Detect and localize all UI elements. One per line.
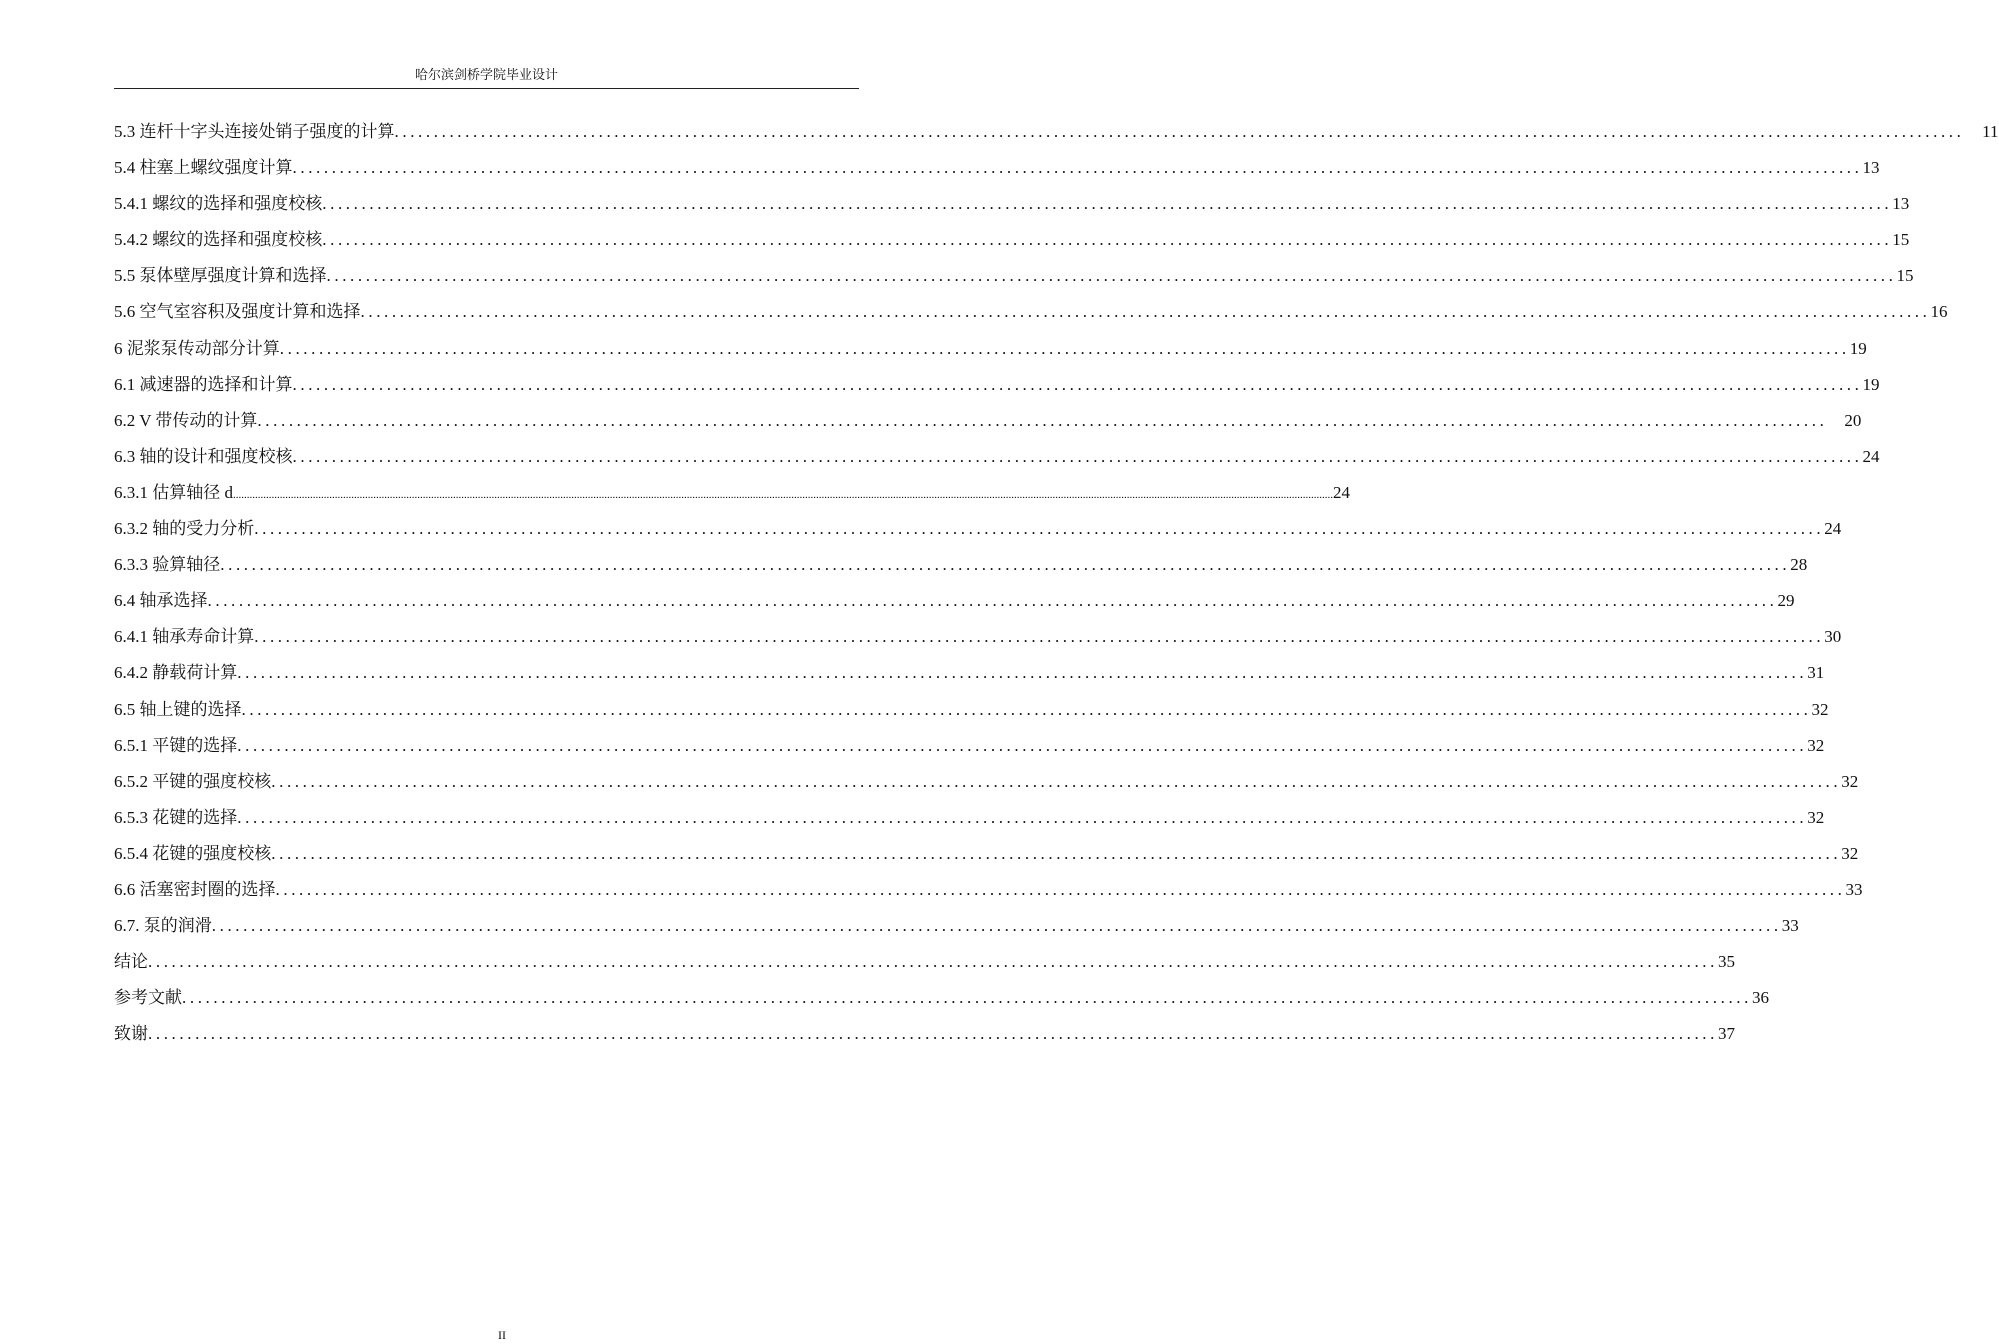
toc-entry[interactable]: [114, 583, 1795, 619]
toc-entry-page: 13: [1892, 194, 1910, 214]
toc-entry[interactable]: [114, 331, 1867, 367]
toc-entry-title: 5.5 泵体壁厚强度计算和选择: [114, 266, 327, 286]
toc-entry-title: 5.4 柱塞上螺纹强度计算: [114, 158, 293, 178]
toc-entry-page: 32: [1841, 843, 1859, 863]
toc-dot-leader: ........................................................................................................................................................................................................: [220, 555, 1791, 575]
toc-entry-page: 33: [1845, 879, 1863, 899]
toc-entry-title: 5.4.2 螺纹的选择和强度校核: [114, 230, 323, 250]
toc-dot-leader: ........................................................................................................................................................................................................: [254, 627, 1825, 647]
toc-entry-title: 6.5.2 平键的强度校核: [114, 771, 272, 791]
toc-dot-leader: ........................................................................................................................................................................................................: [292, 374, 1863, 394]
toc-entry-title: 6.5.1 平键的选择: [114, 735, 238, 755]
toc-dot-leader: ........................................................................................................................................................................................................: [257, 410, 1828, 430]
toc-dot-leader: ........................................................................................................................................................................................................: [148, 1024, 1718, 1044]
toc-entry-title: 6.3.3 验算轴径: [114, 555, 221, 575]
toc-entry-title: 致谢: [114, 1024, 148, 1044]
toc-dot-leader: ........................................................................................................................................................................................................: [326, 266, 1897, 286]
toc-entry-page: 29: [1777, 591, 1795, 611]
toc-entry[interactable]: [114, 547, 1808, 583]
toc-dot-leader: ........................................................................................................................................................................................................: [254, 519, 1825, 539]
toc-dot-leader: ........................................................................................................................................................................................................: [271, 771, 1842, 791]
toc-dot-leader: ........................................................................................................................................................................................................: [292, 158, 1863, 178]
toc-entry-title: 6.5.4 花键的强度校核: [114, 843, 272, 863]
toc-entry-page: 13: [1862, 158, 1880, 178]
toc-entry[interactable]: [114, 692, 1829, 728]
table-of-contents: [114, 114, 1999, 1052]
toc-dot-leader: ........................................................................................................................................................................................................: [271, 843, 1842, 863]
toc-dot-leader: ........................................................................................................................................................................................................: [237, 807, 1808, 827]
toc-entry-title: 5.4.1 螺纹的选择和强度校核: [114, 194, 323, 214]
toc-entry-page: 28: [1790, 555, 1808, 575]
toc-entry-page: 19: [1862, 374, 1880, 394]
toc-entry-title: 6.5.3 花键的选择: [114, 807, 238, 827]
toc-dot-leader: ........................................................................................................................................................................................................: [275, 879, 1846, 899]
toc-entry[interactable]: [114, 836, 1859, 872]
toc-dot-leader: ........................................................................................................................................................................................................: [292, 446, 1863, 466]
toc-dot-leader: ........................................................................................................................................................................................................: [279, 338, 1850, 358]
toc-dot-leader: ........................................................................................................................................................................................................: [207, 591, 1778, 611]
toc-entry-page: 31: [1807, 663, 1825, 683]
toc-entry-page: 20: [1844, 410, 1862, 430]
toc-entry-page: 37: [1718, 1024, 1735, 1044]
toc-entry-title: 6.4 轴承选择: [114, 591, 208, 611]
toc-dot-leader: ........................................................................................................................................................................................................: [237, 663, 1808, 683]
toc-entry[interactable]: [114, 764, 1859, 800]
toc-dot-leader: ........................................................................................................................................................................................................: [322, 194, 1893, 214]
toc-entry-page: 32: [1811, 699, 1829, 719]
toc-dot-leader: ........................................................................................................................................................................................................: [394, 122, 1965, 141]
toc-entry[interactable]: [114, 439, 1880, 475]
toc-entry-title: 6.7. 泵的润滑: [114, 916, 212, 936]
toc-entry[interactable]: [114, 980, 1769, 1016]
toc-entry-title: 6.2 V 带传动的计算: [114, 410, 258, 430]
toc-entry[interactable]: [114, 258, 1914, 294]
toc-entry[interactable]: [114, 908, 1799, 944]
toc-entry-page: 24: [1824, 519, 1842, 539]
toc-entry-title: 6.1 减速器的选择和计算: [114, 374, 293, 394]
toc-entry-page: 11: [1982, 122, 1999, 141]
page-number: II: [498, 1328, 506, 1342]
toc-entry-page: 16: [1930, 302, 1948, 322]
toc-dot-leader: ........................................................................................................................................................................................................: [360, 302, 1931, 322]
toc-entry-page: 15: [1892, 230, 1910, 250]
toc-entry[interactable]: [114, 294, 1948, 330]
toc-entry-title: 6.3.1 估算轴径 d: [114, 482, 233, 502]
toc-entry[interactable]: [114, 403, 1862, 439]
toc-entry-title: 5.3 连杆十字头连接处销子强度的计算: [114, 122, 395, 141]
toc-entry-page: 32: [1807, 807, 1825, 827]
toc-entry-page: 15: [1896, 266, 1914, 286]
toc-entry[interactable]: [114, 1016, 1735, 1052]
toc-entry[interactable]: [114, 222, 1910, 258]
toc-entry-page: 32: [1841, 771, 1859, 791]
toc-entry-title: 6.6 活塞密封圈的选择: [114, 879, 276, 899]
toc-entry-title: 6.3.2 轴的受力分析: [114, 519, 255, 539]
toc-entry-title: 5.6 空气室容积及强度计算和选择: [114, 302, 361, 322]
toc-entry-page: 36: [1752, 988, 1769, 1008]
toc-dot-leader: ........................................................................................................................................................................................................: [237, 735, 1808, 755]
toc-entry[interactable]: [114, 872, 1863, 908]
toc-entry-page: 32: [1807, 735, 1825, 755]
toc-entry-title: 结论: [114, 952, 148, 972]
toc-dot-leader: ........................................................................................................................................................................................................: [182, 988, 1752, 1008]
toc-entry-page: 35: [1718, 952, 1735, 972]
toc-entry[interactable]: [114, 114, 1999, 150]
toc-entry-title: 6 泥浆泵传动部分计算: [114, 338, 280, 358]
toc-dot-leader: ........................................................................................................................................................................................................: [211, 916, 1782, 936]
toc-dot-leader: ........................................................................................................................................................................................................: [148, 952, 1718, 972]
page-header: 哈尔滨剑桥学院毕业设计: [414, 67, 558, 82]
toc-entry-title: 6.5 轴上键的选择: [114, 699, 242, 719]
toc-entry[interactable]: [114, 944, 1735, 980]
toc-entry-title: 6.4.2 静载荷计算: [114, 663, 238, 683]
toc-entry[interactable]: [114, 150, 1880, 186]
toc-entry[interactable]: [114, 186, 1910, 222]
toc-dot-leader: ........................................................................................................................................................................................................: [322, 230, 1893, 250]
toc-entry-page: 24: [1333, 482, 1350, 502]
toc-entry[interactable]: [114, 367, 1880, 403]
toc-entry-page: 33: [1781, 916, 1799, 936]
toc-entry[interactable]: [114, 728, 1825, 764]
toc-dot-leader: ........................................................................................................................................................................................................: [241, 699, 1812, 719]
toc-entry-title: 6.3 轴的设计和强度校核: [114, 446, 293, 466]
toc-entry[interactable]: [114, 511, 1842, 547]
toc-entry-page: 19: [1849, 338, 1867, 358]
toc-entry-page: 24: [1862, 446, 1880, 466]
toc-entry-page: 30: [1824, 627, 1842, 647]
toc-entry[interactable]: [114, 619, 1842, 655]
toc-entry-title: 参考文献: [114, 988, 182, 1008]
toc-dot-leader: ................................................................................................................................................................................................................................................................................................................................................................................................................: [233, 488, 1333, 501]
header-divider: [114, 88, 859, 89]
toc-entry[interactable]: [114, 800, 1825, 836]
toc-entry[interactable]: [114, 475, 1350, 511]
toc-entry-title: 6.4.1 轴承寿命计算: [114, 627, 255, 647]
toc-entry[interactable]: [114, 655, 1825, 691]
